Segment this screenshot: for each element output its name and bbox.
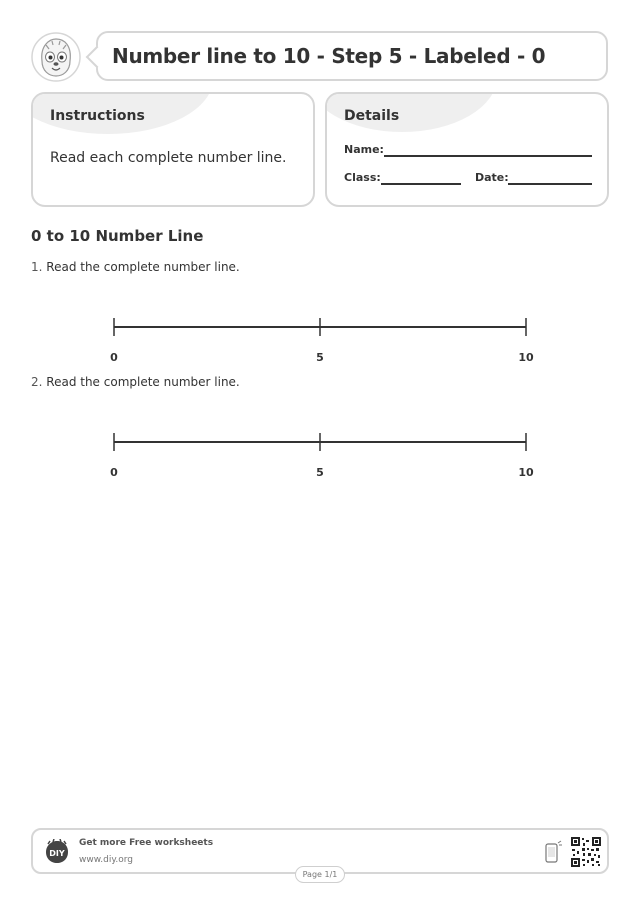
phone-icon — [543, 840, 563, 864]
date-label: Date: — [475, 171, 509, 184]
section-title: 0 to 10 Number Line — [31, 227, 204, 245]
question-prompt — [31, 375, 240, 389]
question-text: Read the complete number line. — [46, 260, 240, 274]
number-line-label: 10 — [518, 466, 534, 479]
page-number: Page 1/1 — [295, 866, 345, 883]
diy-logo-text: DIY — [49, 849, 65, 858]
question-text: Read the complete number line. — [46, 375, 240, 389]
qr-code-icon[interactable] — [571, 837, 601, 867]
class-field[interactable] — [381, 183, 461, 185]
question-prompt — [31, 260, 240, 274]
instructions-heading: Instructions — [50, 108, 145, 124]
page-title: Number line to 10 - Step 5 - Labeled - 0 — [112, 44, 546, 68]
title-bubble — [96, 31, 608, 81]
details-heading: Details — [344, 108, 400, 124]
number-line-label: 5 — [316, 466, 324, 479]
sloth-mascot-icon — [30, 31, 82, 83]
instructions-text: Read each complete number line. — [50, 150, 287, 166]
date-field[interactable] — [508, 183, 592, 185]
question-number: 1. — [31, 260, 43, 274]
number-line-label: 0 — [110, 466, 118, 479]
question-number: 2. — [31, 375, 43, 389]
details-card — [325, 92, 609, 207]
instructions-card — [31, 92, 315, 207]
footer-link[interactable]: www.diy.org — [79, 855, 133, 865]
footer-promo: Get more Free worksheets — [79, 838, 214, 848]
name-field[interactable] — [384, 155, 592, 157]
number-line — [100, 314, 540, 364]
number-line-label: 10 — [518, 351, 534, 364]
number-line-label: 5 — [316, 351, 324, 364]
diy-logo-icon[interactable] — [43, 839, 71, 865]
class-label: Class: — [344, 171, 381, 184]
name-label: Name: — [344, 143, 384, 156]
number-line-label: 0 — [110, 351, 118, 364]
number-line — [100, 429, 540, 479]
